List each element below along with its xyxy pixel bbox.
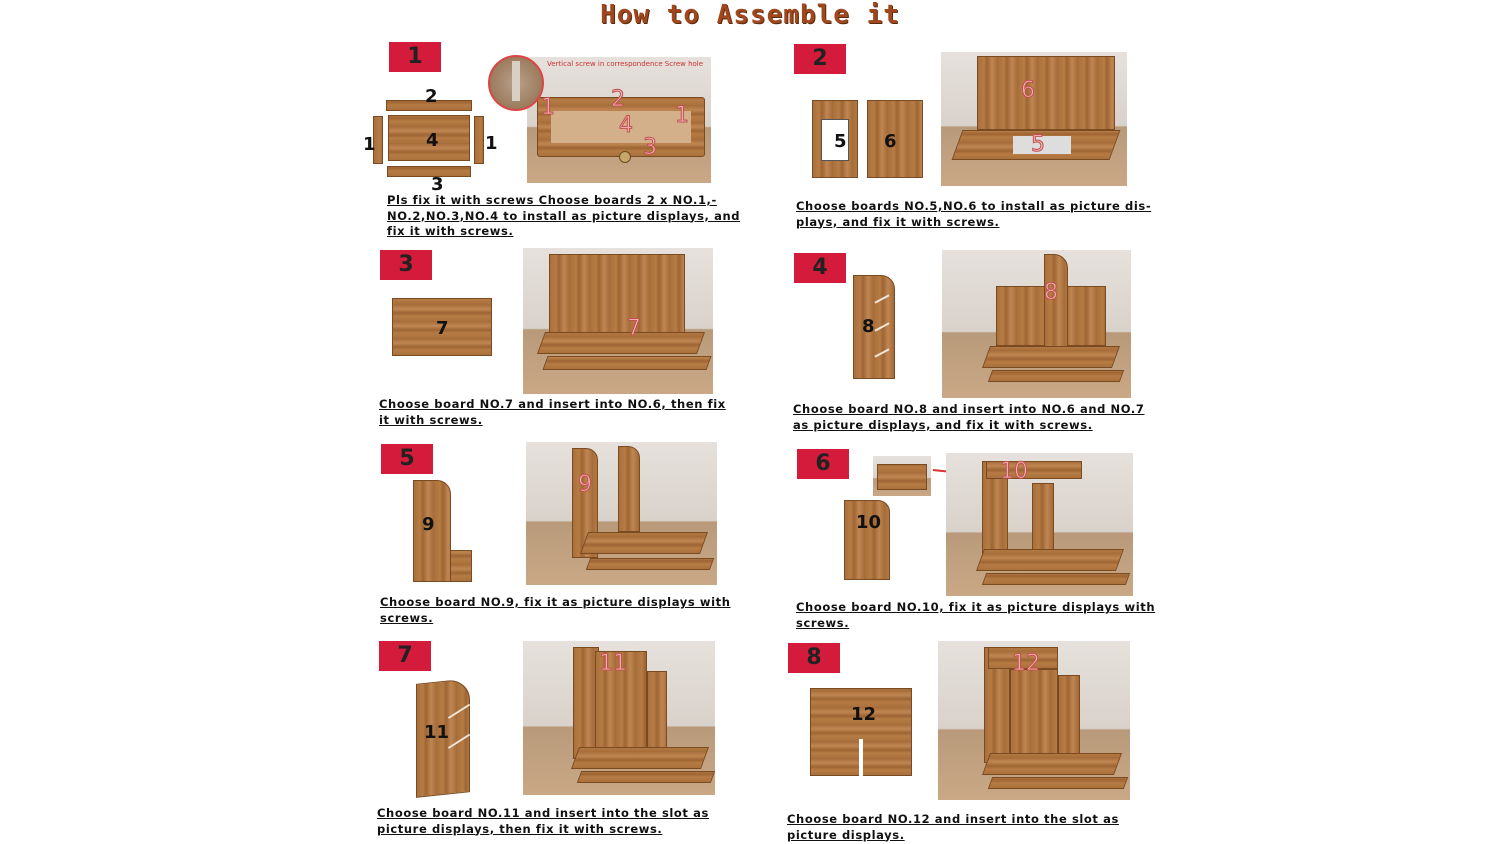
label-9: 9 [422, 514, 435, 535]
label-2: 2 [425, 86, 438, 107]
label-4: 4 [426, 130, 439, 151]
label-3: 3 [431, 174, 444, 195]
photo-label-5: 5 [1031, 132, 1045, 157]
step-1-photo [527, 57, 711, 183]
label-8: 8 [862, 316, 875, 337]
step-7-photo [523, 641, 715, 795]
photo-note: Vertical screw in correspondence Screw hole [547, 60, 704, 68]
step-4-photo [942, 250, 1131, 398]
step-8-caption: Choose board NO.12 and insert into the slot as picture displays. [787, 812, 1119, 842]
step-badge: 3 [380, 250, 432, 280]
step-1-caption: Pls fix it with screws Choose boards 2 x NO.1,- NO.2,NO.3,NO.4 to install as picture displays, and fix it with screws. [387, 193, 741, 238]
photo-label-8: 8 [1044, 280, 1058, 305]
step-8-photo [938, 641, 1130, 800]
photo-label-12: 12 [1012, 651, 1040, 676]
board-3 [387, 166, 471, 177]
label-10: 10 [856, 512, 882, 533]
label-5: 5 [834, 131, 847, 152]
photo-label-6: 6 [1021, 78, 1035, 103]
step-5-caption: Choose board NO.9, fix it as picture displays with screws. [380, 595, 731, 625]
photo-label-10: 10 [1000, 459, 1028, 484]
label-1-left: 1 [363, 134, 376, 155]
step-5-photo [526, 442, 717, 585]
step-3-caption: Choose board NO.7 and insert into NO.6, then fix it with screws. [379, 397, 726, 427]
photo-label-11: 11 [599, 651, 627, 676]
zoom-circle [488, 55, 544, 111]
board-9-foot [450, 550, 472, 582]
photo-label-9: 9 [578, 472, 592, 497]
step-6-inset-photo [873, 456, 931, 496]
photo-label-1b: 1 [675, 103, 689, 128]
label-6: 6 [884, 131, 897, 152]
step-7-caption: Choose board NO.11 and insert into the slot as picture displays, then fix it with screws. [377, 806, 709, 836]
board-1-right [474, 116, 484, 164]
label-11: 11 [424, 722, 450, 743]
step-3-photo [523, 248, 713, 394]
step-badge: 1 [389, 42, 441, 72]
board-12 [810, 688, 912, 776]
label-12: 12 [851, 704, 877, 725]
step-badge: 6 [797, 449, 849, 479]
photo-label-1a: 1 [541, 95, 555, 120]
step-badge: 7 [379, 641, 431, 671]
step-badge: 4 [794, 253, 846, 283]
step-6-caption: Choose board NO.10, fix it as picture displays with screws. [796, 600, 1156, 630]
step-4-caption: Choose board NO.8 and insert into NO.6 and NO.7 as picture displays, and fix it with screws. [793, 402, 1145, 432]
label-1-right: 1 [485, 133, 498, 154]
photo-label-2: 2 [611, 87, 625, 112]
step-2-caption: Choose boards NO.5,NO.6 to install as picture dis- plays, and fix it with screws. [796, 199, 1152, 229]
photo-label-4: 4 [619, 113, 633, 138]
step-badge: 2 [794, 44, 846, 74]
step-6-photo [946, 453, 1133, 596]
label-7: 7 [436, 318, 449, 339]
photo-label-7: 7 [627, 316, 641, 341]
step-2-photo [941, 52, 1127, 186]
photo-label-3: 3 [643, 135, 657, 160]
step-badge: 5 [381, 444, 433, 474]
page-title: How to Assemble it [600, 0, 900, 30]
step-badge: 8 [788, 643, 840, 673]
